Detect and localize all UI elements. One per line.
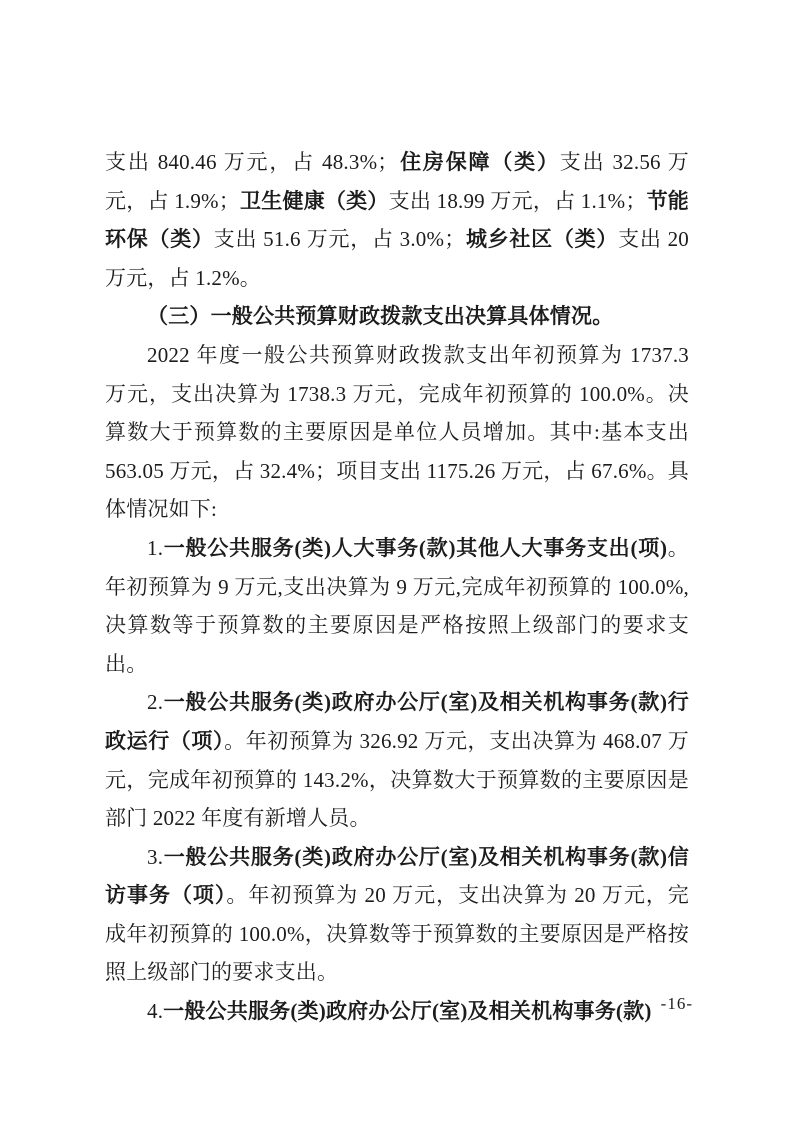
budget-item-4-heading <box>105 992 689 1031</box>
text-run: 。年初预算为 326.92 万元，支出决算为 468.07 万元，完成年初预算的 143.2%，决算数大于预算数的主要原因是部门 2022 年度有新增人员。 <box>105 728 690 831</box>
budget-item-2 <box>105 683 689 837</box>
text-run: 3. <box>147 844 164 869</box>
budget-item-1 <box>105 529 689 683</box>
text-run: 4. <box>147 999 164 1024</box>
text-run: 2. <box>147 690 164 715</box>
document-body <box>105 143 689 1031</box>
text-run: 2022 年度一般公共预算财政拨款支出年初预算为 1737.3 万元，支出决算为 1738.3 万元，完成年初预算的 100.0%。决算数大于预算数的主要原因是单位人员增加。其中:基本支出 563.05 万元，占 32.4%；项目支出 1175.26 万元，占 67.6%。具体情况如下: <box>105 342 689 522</box>
paragraph-expenditure-breakdown-continued <box>105 143 689 297</box>
bold-text-run: 节能环保（类） <box>105 188 690 252</box>
text-run: 支出 20 万元，占 1.2%。 <box>105 227 690 290</box>
page-number: -16- <box>660 994 693 1013</box>
bold-text-run: 住房保障（类） <box>398 150 560 174</box>
bold-text-run: 一般公共服务(类)政府办公厅(室)及相关机构事务(款)信访事务（项） <box>105 844 689 908</box>
text-run: 支出 18.99 万元，占 1.1%； <box>388 188 647 213</box>
text-run: 。年初预算为 20 万元，支出决算为 20 万元，完成年初预算的 100.0%，决算数等于预算数的主要原因是严格按照上级部门的要求支出。 <box>105 883 689 985</box>
text-run: 支出 840.46 万元，占 48.3%； <box>105 150 399 174</box>
text-run: 支出 32.56 万元，占 1.9%； <box>105 150 689 213</box>
text-run: 1. <box>147 535 164 560</box>
text-run: 支出 51.6 万元，占 3.0%； <box>213 227 466 252</box>
bold-text-run: 卫生健康（类） <box>239 188 389 213</box>
bold-text-run: 城乡社区（类） <box>465 227 619 252</box>
bold-text-run: 一般公共服务(类)人大事务(款)其他人大事务支出(项) <box>163 535 668 560</box>
paragraph-budget-overview <box>105 336 689 529</box>
section-heading-three <box>105 297 689 336</box>
bold-text-run: 一般公共服务(类)政府办公厅(室)及相关机构事务(款) <box>163 999 652 1024</box>
budget-item-3 <box>105 838 689 992</box>
text-run: 。年初预算为 9 万元,支出决算为 9 万元,完成年初预算的 100.0%,决算数等于预算数的主要原因是严格按照上级部门的要求支出。 <box>105 535 690 676</box>
bold-text-run: 一般公共服务(类)政府办公厅(室)及相关机构事务(款)行政运行（项） <box>105 690 689 753</box>
bold-text-run: （三）一般公共预算财政拨款支出决算具体情况。 <box>147 304 614 329</box>
